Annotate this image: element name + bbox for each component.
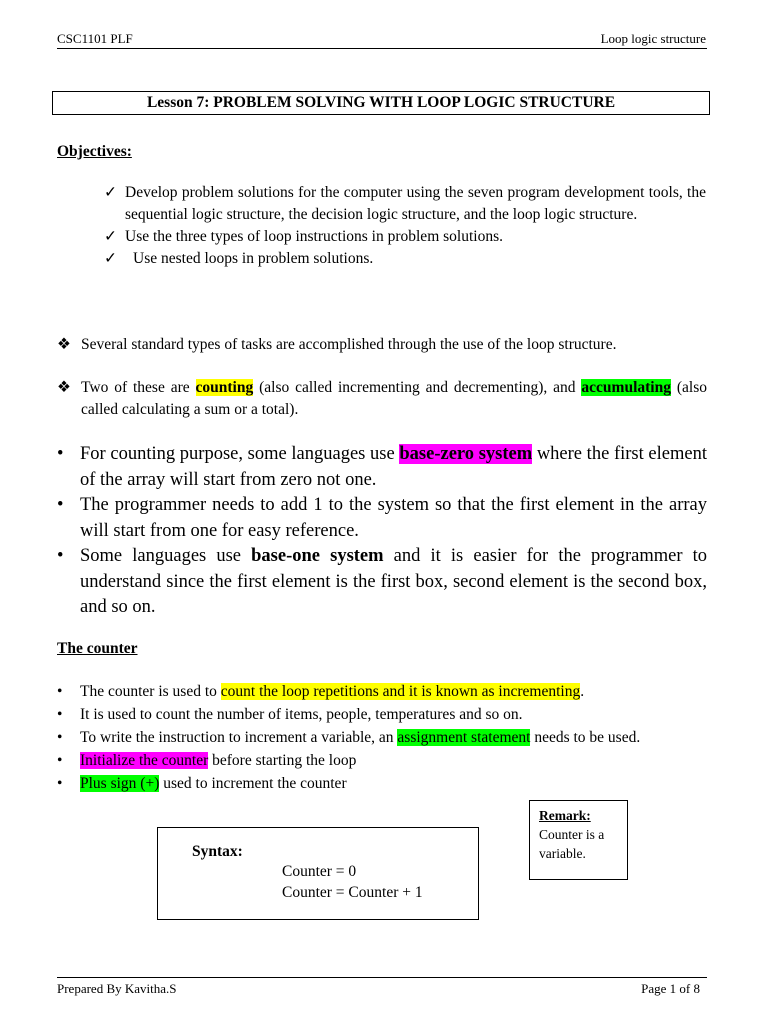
header-topic: Loop logic structure [600,31,706,46]
diamond-point-1 [57,334,707,356]
text-segment: . [580,683,585,700]
bullet-icon: • [57,495,64,515]
text-segment: Some languages use [80,546,252,566]
diamond-bullet-icon: ❖ [57,336,71,353]
footer-author: Prepared By Kavitha.S [57,981,177,996]
text-segment: For counting purpose, some languages use [80,444,400,464]
footer-page-number: Page 1 of 8 [641,981,700,996]
checkmark-icon: ✓ [104,250,117,267]
list-item [57,544,707,621]
objective-text: Develop problem solutions for the computer using the seven program development tools, the sequential logic structure, the decision logic structure, and the loop logic structure. [125,184,706,223]
diamond-point-2 [57,377,707,421]
list-item [57,703,707,726]
highlight-assignment: assignment statement [397,729,531,746]
remark-label: Remark: [539,808,591,823]
text-segment: and it is easier for the programmer to understand since the first element is the first box, second element is the second box, and so on. [80,546,707,617]
diamond-bullet-icon: ❖ [57,379,71,396]
text-segment: needs to be used. [530,729,641,746]
lesson-title: Lesson 7: PROBLEM SOLVING WITH LOOP LOGIC STRUCTURE [52,91,710,115]
syntax-box [157,827,479,920]
bullet-icon: • [57,729,63,746]
objective-item [104,226,706,248]
diamond-point-text [57,377,707,421]
counter-heading: The counter [57,640,138,657]
highlight-base-zero: base-zero system [399,444,533,464]
text-segment: To write the instruction to increment a variable, an [80,729,398,746]
syntax-line-1: Counter = 0 [282,863,357,880]
bullet-icon: • [57,444,64,464]
text-segment: (also called incrementing and decrementing), and [253,379,582,396]
syntax-label: Syntax: [192,843,243,860]
list-item [57,493,707,544]
bullet-icon: • [57,752,63,769]
remark-line-2: variable. [539,846,586,861]
text-segment: The counter is used to [80,683,221,700]
list-item [57,726,707,749]
text-segment: It is used to count the number of items, people, temperatures and so on. [80,706,523,723]
diamond-point-text: Several standard types of tasks are accomplished through the use of the loop structure. [81,336,617,353]
remark-line-1: Counter is a [539,827,605,842]
text-segment: Two of these are [81,379,196,396]
counting-points-list [57,442,707,621]
objectives-list [104,182,706,270]
checkmark-icon: ✓ [104,228,117,245]
header-course-code: CSC1101 PLF [57,31,133,46]
text-segment: (also called calculating a sum or a total). [81,379,707,418]
list-item [57,442,707,493]
bold-base-one: base-one system [251,546,384,566]
checkmark-icon: ✓ [104,184,117,201]
text-segment: The programmer needs to add 1 to the system so that the first element in the array will start from one for easy reference. [80,495,707,541]
header-divider [57,48,707,49]
objective-text: Use the three types of loop instructions in problem solutions. [125,228,503,245]
text-segment: used to increment the counter [159,775,347,792]
footer-divider [57,977,707,978]
list-item [57,680,707,703]
counter-list [57,680,707,795]
bullet-icon: • [57,775,63,792]
objectives-heading: Objectives: [57,143,132,160]
syntax-line-2: Counter = Counter + 1 [282,884,423,901]
highlight-accumulating: accumulating [581,379,671,396]
list-item [57,772,707,795]
text-segment: before starting the loop [208,752,357,769]
bullet-icon: • [57,706,63,723]
highlight-count-loop: count the loop repetitions and it is known as incrementing [220,683,581,700]
objective-text: Use nested loops in problem solutions. [133,250,374,267]
highlight-plus-sign: Plus sign (+) [80,775,160,792]
objective-item [104,182,706,226]
text-segment: where the first element of the array will start from zero not one. [80,444,707,490]
bullet-icon: • [57,683,63,700]
bullet-icon: • [57,546,64,566]
remark-box [529,800,628,880]
highlight-initialize: Initialize the counter [80,752,209,769]
highlight-counting: counting [195,379,254,396]
list-item [57,749,707,772]
objective-item [104,248,706,270]
